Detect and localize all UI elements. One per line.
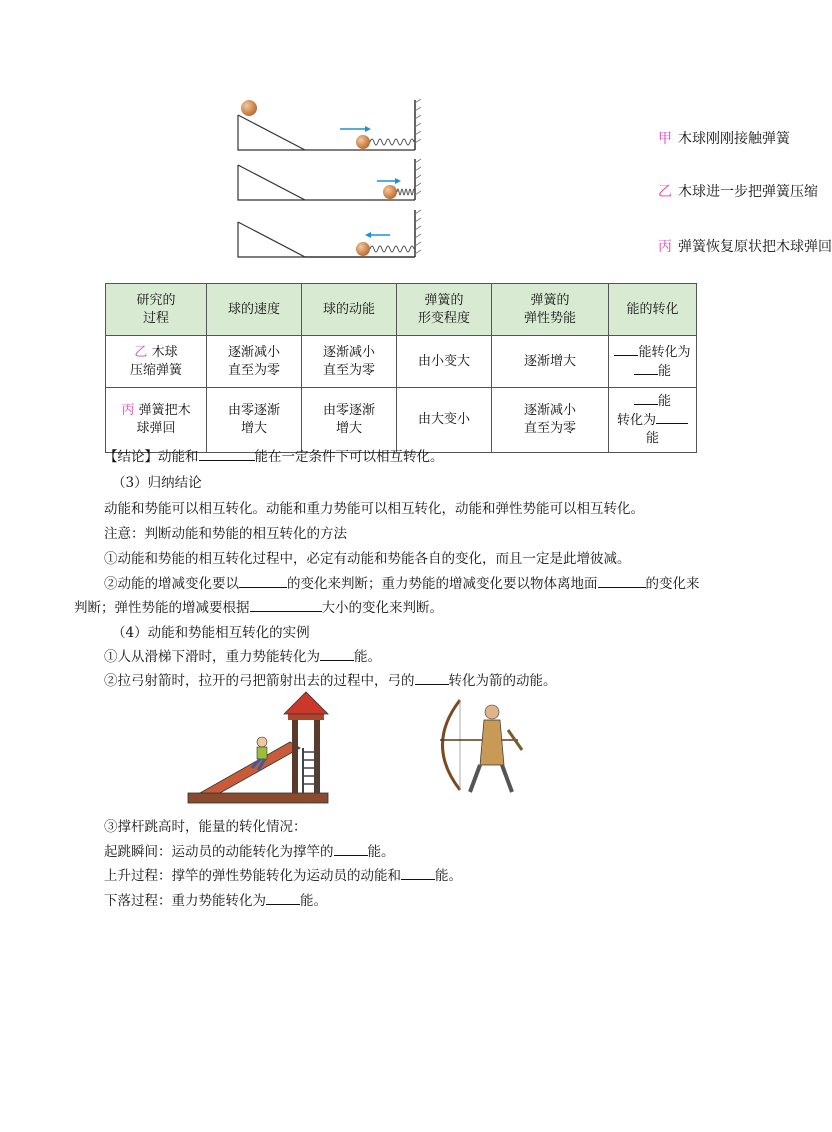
figure-label-bing: 丙 弹簧恢复原状把木球弹回: [658, 239, 832, 255]
archer-illustration: [440, 700, 522, 792]
blank[interactable]: [250, 599, 322, 612]
conclusion: 【结论】动能和 能在一定条件下可以相互转化。: [104, 449, 444, 465]
header-kinetic: 球的动能: [302, 284, 397, 336]
spring-ball-figure: [230, 95, 832, 270]
blank[interactable]: [199, 448, 255, 461]
blank[interactable]: [320, 648, 354, 661]
note-1: ①动能和势能的相互转化过程中，必定有动能和势能各自的变化，而且一定是此增彼减。: [104, 551, 631, 567]
cell-convert: 能 转化为能: [609, 388, 697, 453]
energy-process-table: [105, 283, 697, 453]
jump-instant: 起跳瞬间：运动员的动能转化为撑竿的 能。: [104, 844, 395, 860]
cell-elastic: 逐渐减小 直至为零: [492, 388, 609, 453]
section-3-body: 动能和势能可以相互转化。动能和重力势能可以相互转化，动能和弹性势能可以相互转化。: [104, 501, 644, 517]
section-3-title: （3）归纳结论: [112, 475, 202, 491]
table-header-row: [106, 284, 697, 336]
header-speed: 球的速度: [207, 284, 302, 336]
cell-deform: 由大变小: [397, 388, 492, 453]
header-process: 研究的 过程: [106, 284, 207, 336]
examples-figure: [180, 690, 540, 810]
blank[interactable]: [415, 672, 449, 685]
note-2: ②动能的增减变化要以 的变化来判断；重力势能的增减变化要以物体离地面 的变化来: [104, 576, 700, 592]
blank[interactable]: [634, 392, 658, 405]
note-2-cont: 判断；弹性势能的增减要根据 大小的变化来判断。: [74, 600, 443, 616]
blank[interactable]: [401, 867, 435, 880]
blank[interactable]: [266, 892, 300, 905]
blank[interactable]: [634, 362, 658, 375]
cell-kinetic: 逐渐减小 直至为零: [302, 336, 397, 388]
cell-speed: 由零逐渐 增大: [207, 388, 302, 453]
blank[interactable]: [239, 575, 287, 588]
figure-label-yi: 乙 木球进一步把弹簧压缩: [658, 184, 818, 200]
table-row: [106, 388, 697, 453]
section-4-title: （4）动能和势能相互转化的实例: [112, 625, 310, 641]
cell-convert: 能转化为 能: [609, 336, 697, 388]
diagram-bing: [238, 210, 421, 257]
diagram-jia: [238, 99, 421, 150]
rising-process: 上升过程：撑竿的弹性势能转化为运动员的动能和 能。: [104, 868, 462, 884]
cell-process: 丙 弹簧把木 球弹回: [106, 388, 207, 453]
blank[interactable]: [614, 343, 638, 356]
note-title: 注意：判断动能和势能的相互转化的方法: [104, 526, 347, 542]
falling-process: 下落过程：重力势能转化为 能。: [104, 893, 327, 909]
ramp-spring-drawings: [230, 95, 430, 270]
header-convert: 能的转化: [609, 284, 697, 336]
figure-label-jia: 甲 木球刚刚接触弹簧: [658, 131, 790, 147]
header-deform: 弹簧的 形变程度: [397, 284, 492, 336]
cell-deform: 由小变大: [397, 336, 492, 388]
slide-illustration: [180, 690, 540, 810]
blank[interactable]: [598, 575, 646, 588]
example-3: ③撑杆跳高时，能量的转化情况：: [104, 819, 307, 835]
blank[interactable]: [656, 411, 688, 424]
cell-kinetic: 由零逐渐 增大: [302, 388, 397, 453]
cell-elastic: 逐渐增大: [492, 336, 609, 388]
blank[interactable]: [334, 843, 368, 856]
diagram-yi: [238, 159, 421, 200]
cell-process: 乙 木球 压缩弹簧: [106, 336, 207, 388]
example-2: ②拉弓射箭时，拉开的弓把箭射出去的过程中，弓的 转化为箭的动能。: [104, 673, 557, 689]
header-elastic: 弹簧的 弹性势能: [492, 284, 609, 336]
example-1: ①人从滑梯下滑时，重力势能转化为 能。: [104, 649, 381, 665]
cell-speed: 逐渐减小 直至为零: [207, 336, 302, 388]
table-row: [106, 336, 697, 388]
